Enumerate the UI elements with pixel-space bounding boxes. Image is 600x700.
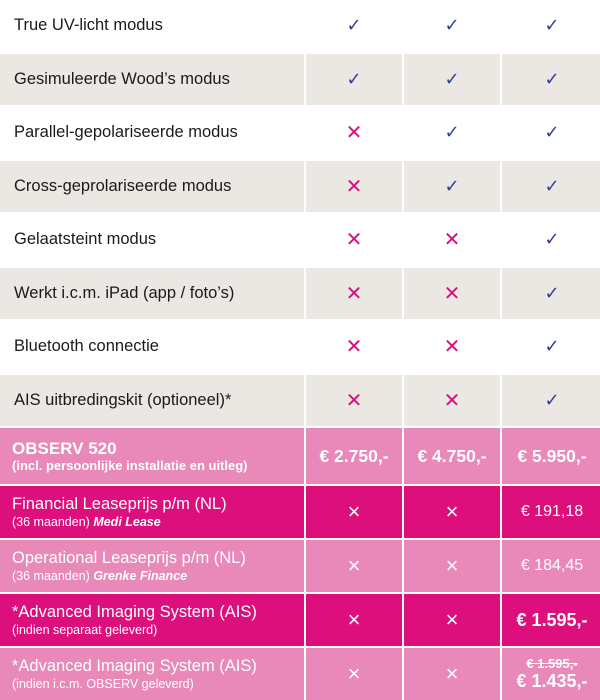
- cross-cell: [306, 648, 402, 700]
- check-icon: ✓: [444, 122, 460, 143]
- price-title: OBSERV 520: [12, 438, 117, 458]
- operational-value: € 184,45: [502, 540, 600, 592]
- feature-mark-cell: [306, 214, 402, 266]
- ais_separate-title: *Advanced Imaging System (AIS): [12, 602, 257, 621]
- feature-mark-cell: [306, 107, 402, 159]
- cross-icon: ×: [445, 499, 459, 524]
- cross-cell: [404, 594, 500, 646]
- cross-icon: ×: [347, 499, 361, 524]
- feature-mark-cell: [306, 268, 402, 320]
- feature-mark-cell: [502, 0, 600, 52]
- cross-icon: ✕: [345, 282, 363, 305]
- cross-icon: ✕: [345, 336, 363, 359]
- cross-icon: ×: [445, 607, 459, 632]
- operational-sub-brand: Grenke Finance: [93, 568, 188, 583]
- check-icon: ✓: [544, 229, 560, 250]
- cross-icon: ×: [347, 553, 361, 578]
- financial-label: [0, 486, 304, 538]
- cross-cell: [306, 540, 402, 592]
- feature-label: AIS uitbredingskit (optioneel)*: [0, 375, 304, 427]
- feature-label: Gesimuleerde Wood’s modus: [0, 54, 304, 106]
- price-value: € 4.750,-: [404, 428, 500, 484]
- price-subtitle: (incl. persoonlijke installatie en uitleg): [12, 457, 248, 473]
- feature-mark-cell: [502, 54, 600, 106]
- feature-mark-cell: [404, 0, 500, 52]
- cross-icon: ✕: [443, 229, 461, 252]
- cross-icon: ×: [445, 661, 459, 686]
- ais_separate-label: [0, 594, 304, 646]
- ais_combined-value: [502, 648, 600, 700]
- feature-mark-cell: [404, 54, 500, 106]
- check-icon: ✓: [544, 68, 560, 89]
- ais_separate-subtitle: (indien separaat geleverd): [12, 622, 158, 637]
- price-value: € 5.950,-: [502, 428, 600, 484]
- financial-value: € 191,18: [502, 486, 600, 538]
- cross-cell: [404, 540, 500, 592]
- cross-icon: ✕: [345, 229, 363, 252]
- cross-cell: [404, 648, 500, 700]
- cross-icon: ✕: [443, 389, 461, 412]
- check-icon: ✓: [544, 122, 560, 143]
- check-icon: ✓: [544, 282, 560, 303]
- financial-sub-brand: Medi Lease: [93, 514, 161, 529]
- feature-label: Gelaatsteint modus: [0, 214, 304, 266]
- cross-icon: ✕: [345, 175, 363, 198]
- check-icon: ✓: [544, 15, 560, 36]
- cross-icon: ×: [347, 661, 361, 686]
- cross-cell: [404, 486, 500, 538]
- ais_combined-title: *Advanced Imaging System (AIS): [12, 656, 257, 675]
- cross-icon: ✕: [345, 122, 363, 145]
- price-value: € 2.750,-: [306, 428, 402, 484]
- financial-title: Financial Leaseprijs p/m (NL): [12, 494, 227, 513]
- check-icon: ✓: [444, 68, 460, 89]
- feature-mark-cell: [404, 268, 500, 320]
- feature-label: Werkt i.c.m. iPad (app / foto’s): [0, 268, 304, 320]
- feature-mark-cell: [502, 214, 600, 266]
- feature-label: Bluetooth connectie: [0, 321, 304, 373]
- ais_combined-new-value: € 1.435,-: [516, 671, 588, 691]
- feature-mark-cell: [306, 0, 402, 52]
- check-icon: ✓: [346, 68, 362, 89]
- operational-sub-prefix: (36 maanden): [12, 568, 94, 583]
- cross-icon: ×: [445, 553, 459, 578]
- feature-mark-cell: [404, 321, 500, 373]
- cross-icon: ✕: [443, 336, 461, 359]
- check-icon: ✓: [346, 15, 362, 36]
- cross-cell: [306, 486, 402, 538]
- check-icon: ✓: [544, 389, 560, 410]
- feature-mark-cell: [404, 214, 500, 266]
- feature-mark-cell: [306, 54, 402, 106]
- feature-mark-cell: [306, 375, 402, 427]
- cross-cell: [306, 594, 402, 646]
- feature-mark-cell: [404, 375, 500, 427]
- financial-subtitle: [12, 514, 161, 530]
- cross-icon: ✕: [345, 389, 363, 412]
- operational-title: Operational Leaseprijs p/m (NL): [12, 548, 246, 567]
- cross-icon: ✕: [443, 282, 461, 305]
- feature-mark-cell: [404, 107, 500, 159]
- feature-label: Cross-geprolariseerde modus: [0, 161, 304, 213]
- check-icon: ✓: [544, 175, 560, 196]
- check-icon: ✓: [544, 336, 560, 357]
- feature-mark-cell: [502, 375, 600, 427]
- operational-label: [0, 540, 304, 592]
- feature-mark-cell: [306, 161, 402, 213]
- ais_combined-label: [0, 648, 304, 700]
- feature-mark-cell: [502, 268, 600, 320]
- check-icon: ✓: [444, 15, 460, 36]
- cross-icon: ×: [347, 607, 361, 632]
- ais_combined-old-value: € 1.595,-: [526, 656, 578, 671]
- feature-mark-cell: [404, 161, 500, 213]
- financial-sub-prefix: (36 maanden): [12, 514, 94, 529]
- feature-mark-cell: [306, 321, 402, 373]
- feature-mark-cell: [502, 321, 600, 373]
- check-icon: ✓: [444, 175, 460, 196]
- feature-label: Parallel-gepolariseerde modus: [0, 107, 304, 159]
- ais_combined-subtitle: (indien i.c.m. OBSERV geleverd): [12, 676, 194, 691]
- feature-mark-cell: [502, 161, 600, 213]
- feature-mark-cell: [502, 107, 600, 159]
- price-label: [0, 428, 304, 484]
- feature-label: True UV-licht modus: [0, 0, 304, 52]
- operational-subtitle: [12, 568, 187, 584]
- ais_separate-value: € 1.595,-: [502, 594, 600, 646]
